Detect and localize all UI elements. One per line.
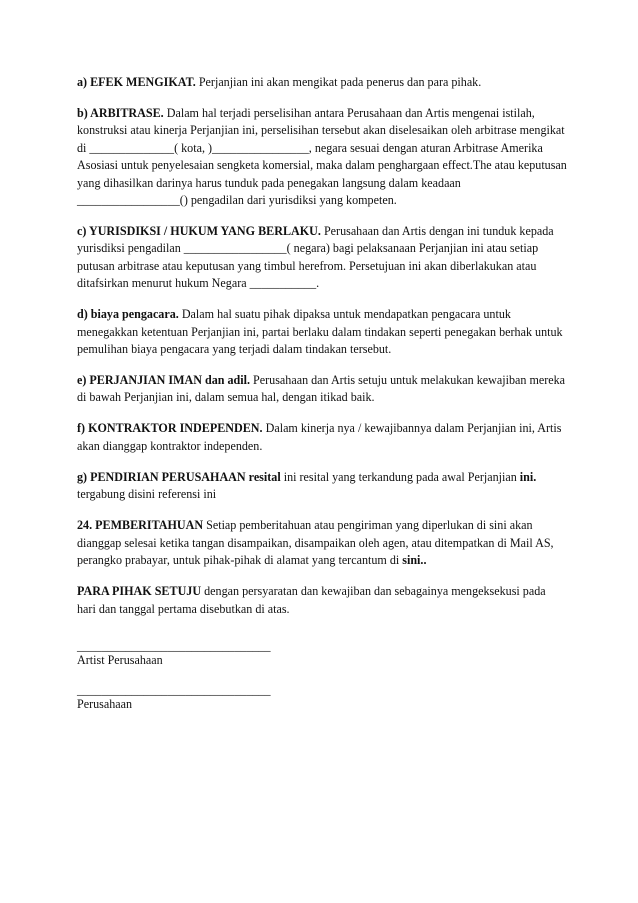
signature-label: Perusahaan	[77, 696, 133, 711]
clause-heading: g) PENDIRIAN PERUSAHAAN resital	[77, 469, 281, 484]
clause-heading: f) KONTRAKTOR INDEPENDEN.	[77, 421, 263, 436]
clause-heading: 24. PEMBERITAHUAN	[77, 518, 204, 533]
clause-text: ini resital yang terkandung pada awal Perjanjian	[280, 469, 520, 484]
clause-heading: d) biaya pengacara.	[77, 307, 179, 322]
clause-text: dengan persyaratan dan kewajiban dan sebagainya mengeksekusi pada hari dan tanggal pertama disebutkan di atas.	[77, 584, 546, 616]
clause-heading: PARA PIHAK SETUJU	[77, 584, 202, 599]
clause-text: Setiap pemberitahuan atau pengiriman yang diperlukan di sini akan dianggap selesai ketika tangan disampaikan, disampaikan oleh agen, atau ditempatkan di Mail AS, perangko prabayar, untuk pihak-pihak di alamat yang tercantum di	[77, 518, 554, 568]
clause-heading: a) EFEK MENGIKAT.	[77, 75, 196, 89]
signature-line: ________________________________	[77, 638, 271, 653]
signature-block-company	[77, 684, 567, 712]
clause-heading: c) YURISDIKSI / HUKUM YANG BERLAKU.	[77, 224, 321, 239]
clause-parties-agree	[77, 583, 567, 618]
clause-jurisdiction	[77, 223, 567, 293]
clause-binding-effect	[77, 74, 567, 91]
signature-section	[77, 640, 567, 712]
clause-text: Dalam hal suatu pihak dipaksa untuk mendapatkan pengacara untuk menegakkan ketentuan Perjanjian ini, partai berlaku dalam tindakan seperti penegakan berhak untuk pemulihan biaya pengacara yang terjadi dalam tindakan tersebut.	[77, 307, 563, 357]
signature-label: Artist Perusahaan	[77, 652, 163, 667]
clause-independent-contractor	[77, 420, 567, 455]
clause-recitals	[77, 469, 567, 504]
signature-block-artist	[77, 640, 567, 668]
clause-text: Perjanjian ini akan mengikat pada penerus dan para pihak.	[195, 75, 482, 89]
signature-line: ________________________________	[77, 682, 271, 697]
clause-attorney-fees	[77, 306, 567, 358]
clause-text: Dalam hal terjadi perselisihan antara Perusahaan dan Artis mengenai istilah, konstruksi atau kinerja Perjanjian ini, perselisihan tersebut akan diselesaikan oleh arbitrase mengikat di ______________( kota, )________________, negara sesuai dengan aturan Arbitrase Amerika Asosiasi untuk penyelesaian sengketa komersial, maka dalam penghargaan effect.The atau keputusan yang dihasilkan darinya harus tunduk pada penegakan langsung dalam keadaan _________________() pengadilan dari yurisdiksi yang kompeten.	[77, 106, 567, 208]
clause-tail-text: tergabung disini referensi ini	[77, 487, 217, 502]
clause-heading: b) ARBITRASE.	[77, 106, 164, 120]
clause-text: Perusahaan dan Artis setuju untuk melakukan kewajiban mereka di bawah Perjanjian ini, dalam semua hal, dengan itikad baik.	[77, 373, 566, 405]
clause-arbitration	[77, 105, 567, 209]
document-page	[77, 74, 567, 728]
clause-notices	[77, 517, 567, 569]
clause-text: Perusahaan dan Artis dengan ini tunduk kepada yurisdiksi pengadilan _________________( negara) bagi pelaksanaan Perjanjian ini atau setiap putusan arbitrase atau keputusan yang timbul herefrom. Persetujuan ini akan diberlakukan atau ditafsirkan menurut hukum Negara ___________.	[77, 224, 554, 291]
clause-good-faith	[77, 372, 567, 407]
clause-tail-bold: sini..	[402, 553, 427, 568]
clause-heading: e) PERJANJIAN IMAN dan adil.	[77, 373, 251, 388]
clause-tail-bold: ini.	[519, 469, 537, 484]
clause-text: Dalam kinerja nya / kewajibannya dalam Perjanjian ini, Artis akan dianggap kontraktor independen.	[77, 421, 562, 453]
